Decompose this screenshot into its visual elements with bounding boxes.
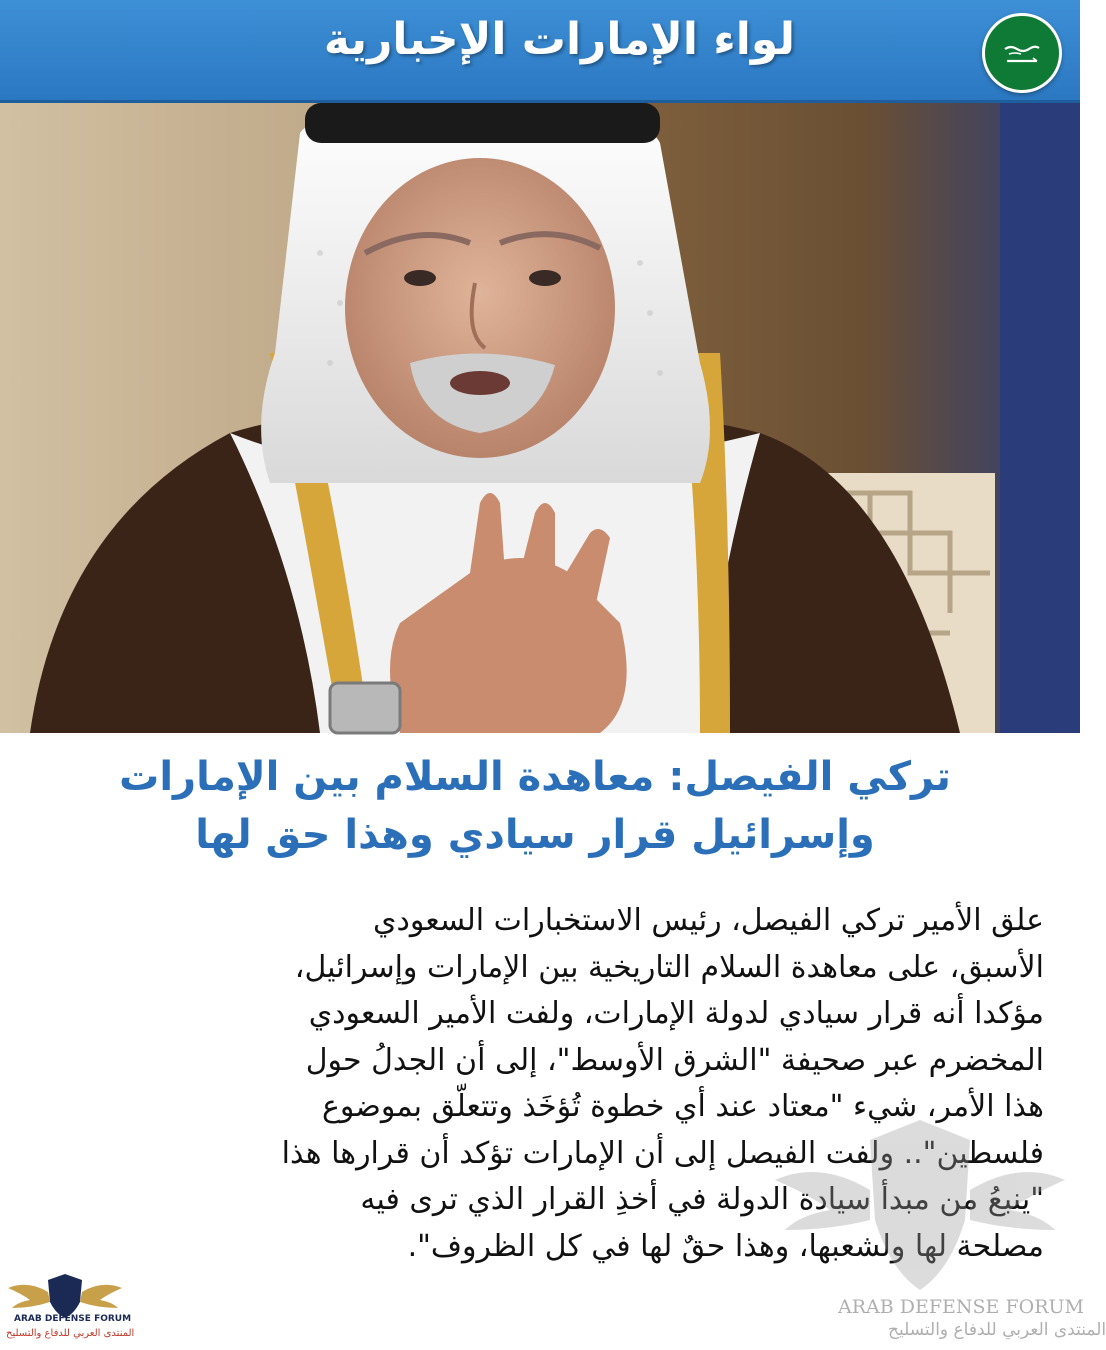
body-line: "ينبعُ من مبدأ سيادة الدولة في أخذِ القرار الذي ترى فيه bbox=[360, 1182, 1044, 1217]
headline-line: تركي الفيصل: معاهدة السلام بين الإمارات bbox=[119, 754, 951, 800]
body-line: علق الأمير تركي الفيصل، رئيس الاستخبارات السعودي bbox=[373, 903, 1044, 938]
headline-line: وإسرائيل قرار سيادي وهذا حق لها bbox=[195, 812, 875, 858]
watermark-name: ARAB DEFENSE FORUM bbox=[838, 1296, 1084, 1318]
body-line: الأسبق، على معاهدة السلام التاريخية بين الإمارات وإسرائيل، bbox=[294, 949, 1044, 985]
page-title: لواء الإمارات الإخبارية bbox=[323, 14, 795, 65]
body-line: فلسطين".. ولفت الفيصل إلى أن الإمارات تؤكد أن قرارها هذا bbox=[281, 1135, 1044, 1171]
body-line: المخضرم عبر صحيفة "الشرق الأوسط"، إلى أن الجدلُ حول bbox=[305, 1042, 1044, 1078]
portrait-photo bbox=[0, 103, 1080, 733]
watermark-arabic: المنتدى العربي للدفاع والتسليح bbox=[888, 1320, 1106, 1340]
body-line: مؤكدا أنه قرار سيادي لدولة الإمارات، ولفت الأمير السعودي bbox=[308, 996, 1044, 1031]
header-bar bbox=[0, 0, 1080, 103]
saudi-flag-icon bbox=[982, 13, 1062, 93]
watermark-name: ARAB DEFENSE FORUM bbox=[14, 1314, 132, 1324]
headline bbox=[30, 748, 1040, 864]
body-line: مصلحة لها ولشعبها، وهذا حقٌ لها في كل الظروف". bbox=[407, 1228, 1044, 1264]
body-line: هذا الأمر، شيء "معتاد عند أي خطوة تُؤخَذ وتتعلّق بموضوع bbox=[321, 1089, 1044, 1124]
watermark-arabic: المنتدى العربي للدفاع والتسليح bbox=[6, 1328, 135, 1339]
